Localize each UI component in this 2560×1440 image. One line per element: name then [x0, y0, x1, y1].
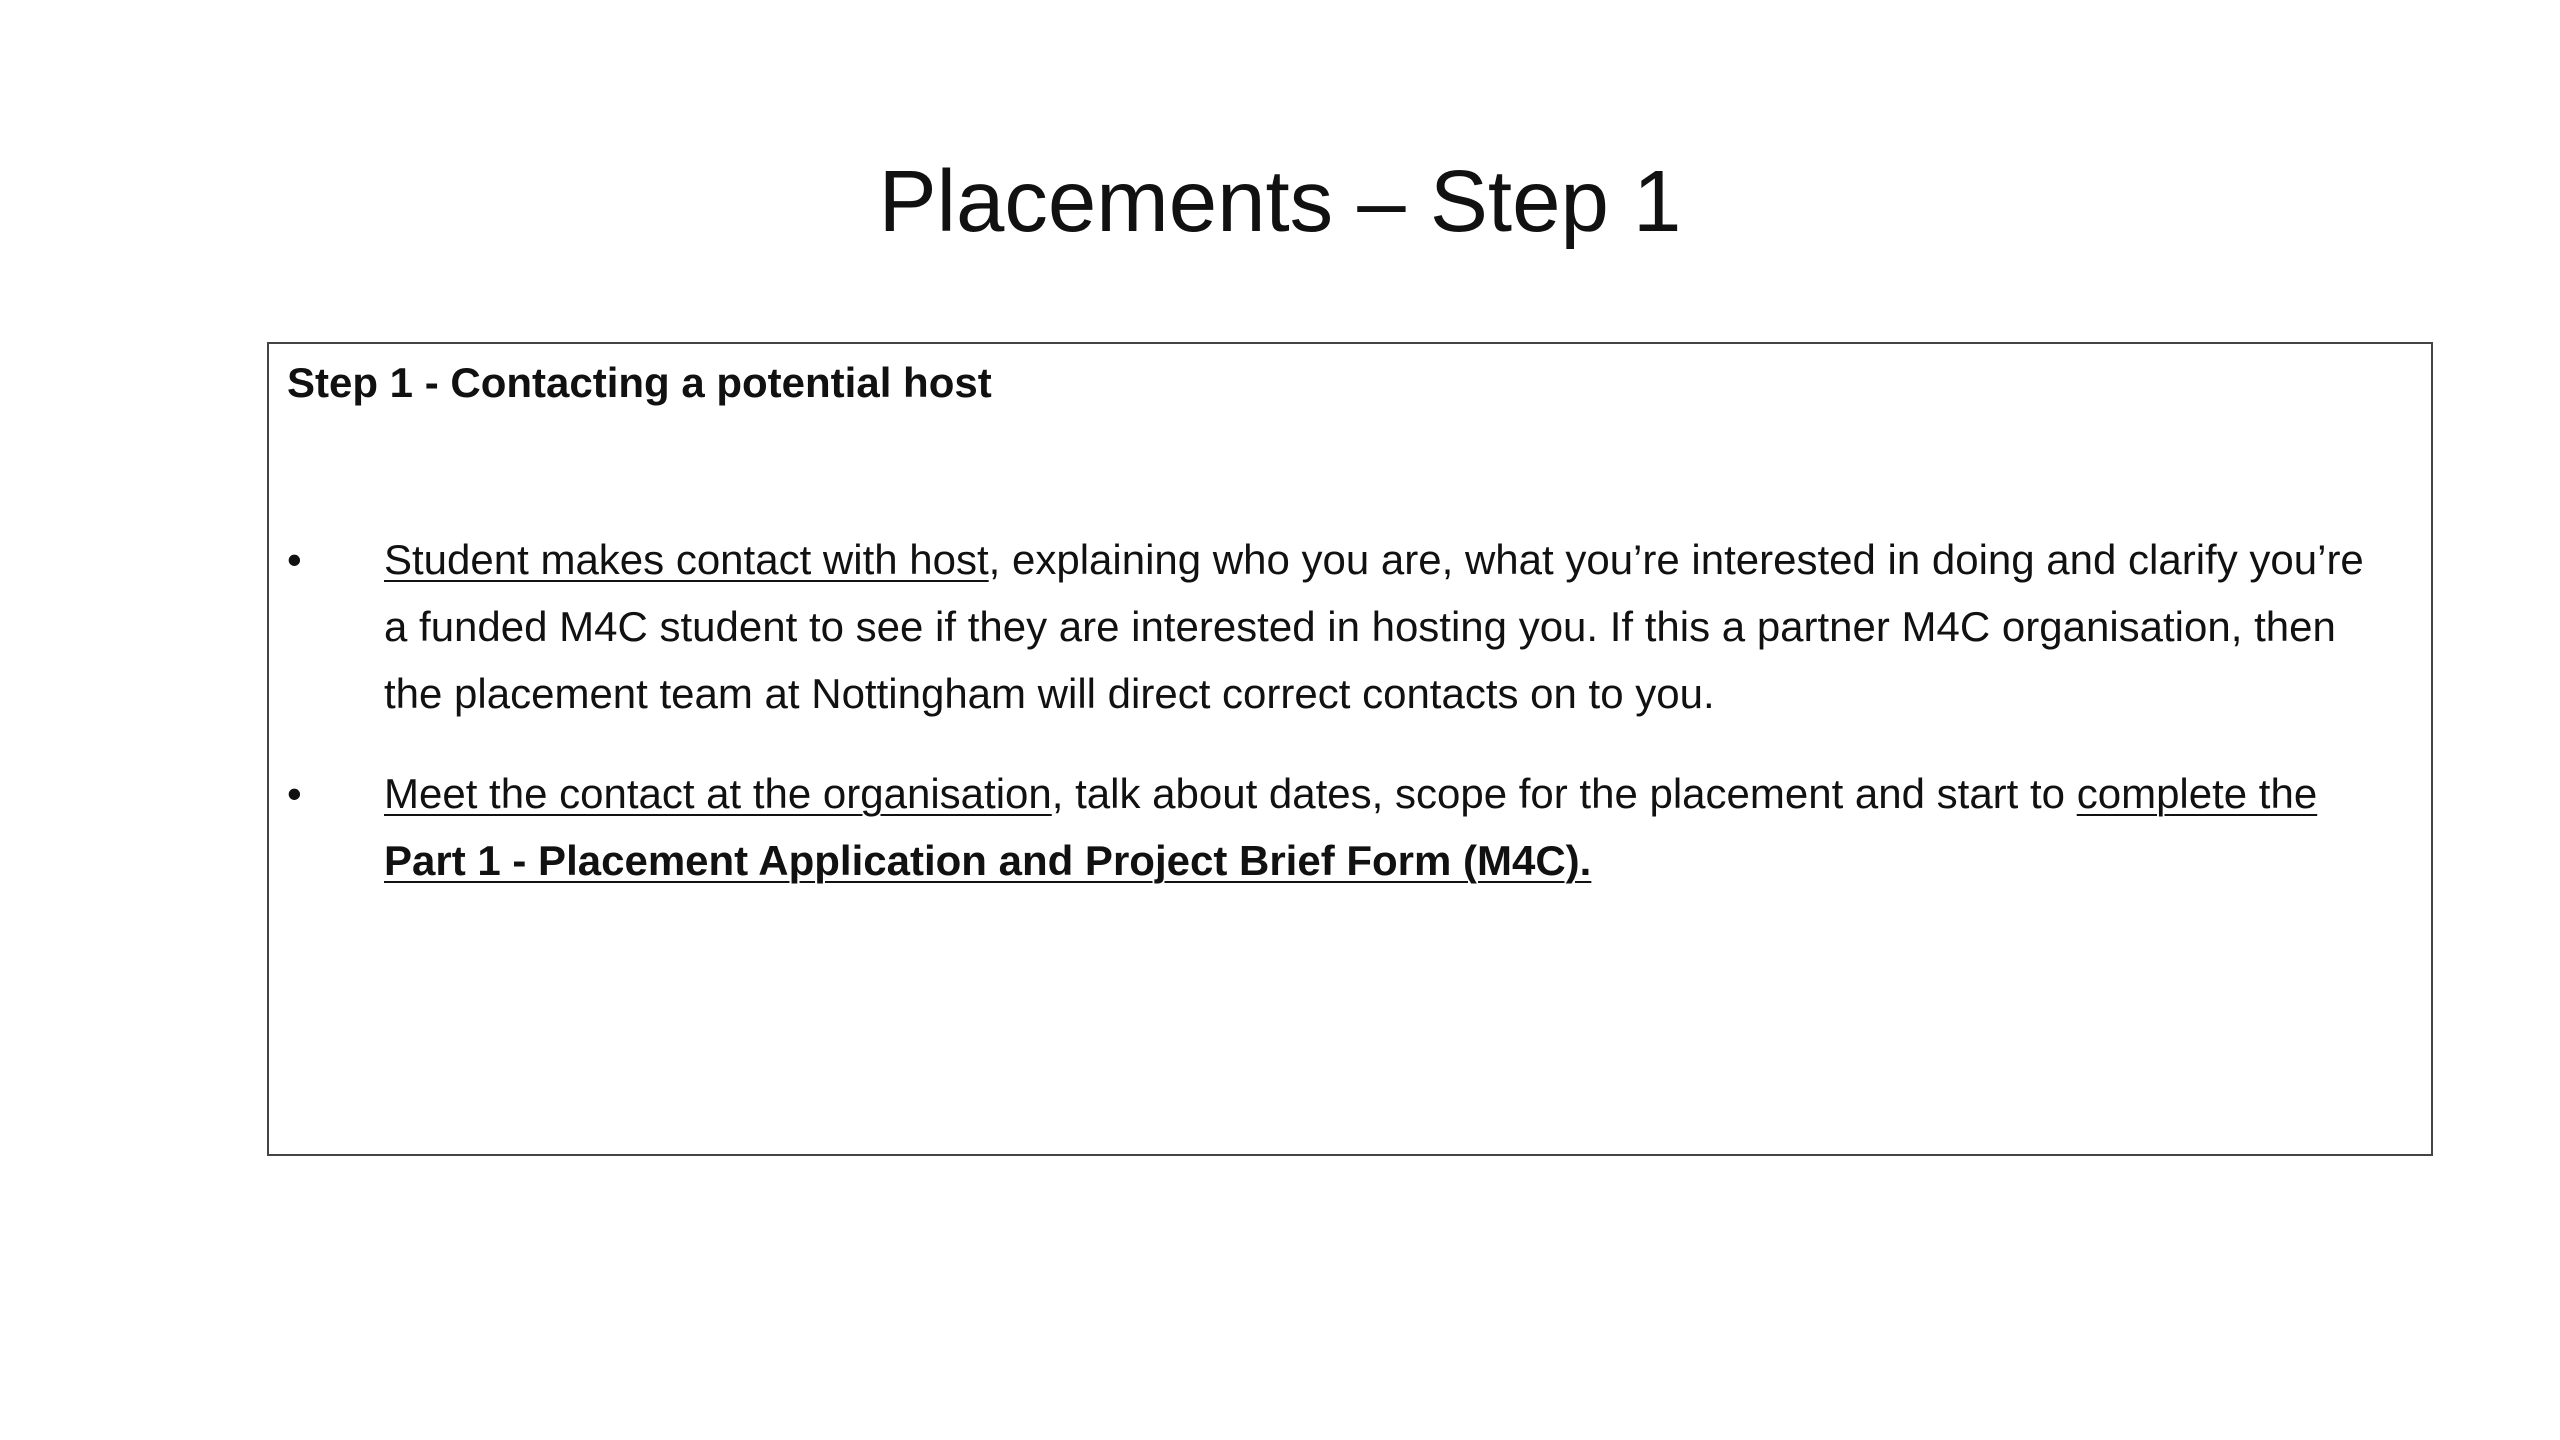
bullet-text: , talk about dates, scope for the placement and start to — [1051, 770, 2077, 817]
bullet-icon: • — [287, 770, 302, 817]
bullet-underlined-lead: complete the — [2076, 770, 2318, 817]
bullet-icon: • — [287, 536, 302, 583]
bullet-underlined-phrase: Meet the contact at the organisation — [384, 770, 1052, 817]
box-heading: Step 1 - Contacting a potential host — [287, 359, 992, 406]
slide-title: Placements – Step 1 — [878, 153, 1682, 250]
list-item — [269, 526, 2435, 727]
content-box — [267, 342, 2433, 1156]
bullet-text: , explaining who you are, what you’re interested in doing and clarify you’re a funded M4C student to see if they are interested in hosting you. If this a partner M4C organisation, then the placement team at Nottingham will direct correct contacts on to you. — [384, 536, 2364, 717]
form-name: Part 1 - Placement Application and Project Brief Form (M4C). — [384, 837, 1592, 884]
bullet-underlined-phrase: Student makes contact with host — [384, 536, 989, 583]
list-item — [269, 760, 2435, 894]
bullet-list — [269, 526, 2435, 927]
